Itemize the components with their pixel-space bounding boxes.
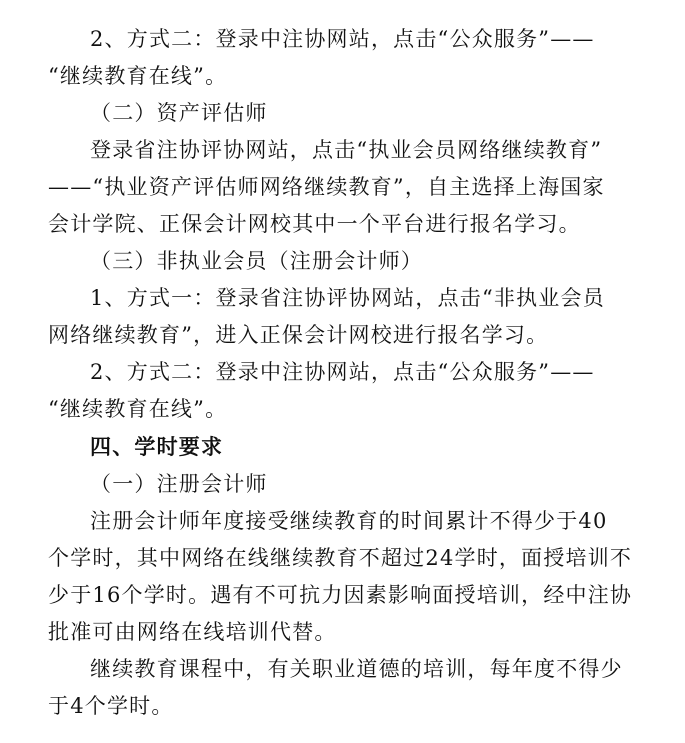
section-heading: （二）资产评估师 bbox=[90, 101, 268, 125]
paragraph-line: 于4个学时。 bbox=[48, 694, 174, 718]
paragraph-line: 继续教育课程中，有关职业道德的培训，每年度不得少 bbox=[90, 657, 623, 681]
paragraph-line: 批准可由网络在线培训代替。 bbox=[48, 620, 337, 644]
paragraph-line: 网络继续教育”，进入正保会计网校进行报名学习。 bbox=[48, 323, 549, 347]
paragraph-line: 登录省注协评协网站，点击“执业会员网络继续教育” bbox=[90, 138, 603, 162]
paragraph-line: 2、方式二：登录中注协网站，点击“公众服务”—— bbox=[90, 360, 595, 384]
paragraph-line: 注册会计师年度接受继续教育的时间累计不得少于40 bbox=[90, 509, 608, 533]
paragraph-line: 1、方式一：登录省注协评协网站，点击“非执业会员 bbox=[90, 286, 605, 310]
paragraph-line: “继续教育在线”。 bbox=[48, 64, 228, 88]
section-heading: （三）非执业会员（注册会计师） bbox=[90, 249, 423, 273]
section-heading: （一）注册会计师 bbox=[90, 472, 268, 496]
paragraph-line: 少于16个学时。遇有不可抗力因素影响面授培训，经中注协 bbox=[48, 583, 633, 607]
paragraph-line: “继续教育在线”。 bbox=[48, 397, 228, 421]
paragraph-line: 2、方式二：登录中注协网站，点击“公众服务”—— bbox=[90, 27, 595, 51]
paragraph-line: 个学时，其中网络在线继续教育不超过24学时，面授培训不 bbox=[48, 546, 633, 570]
paragraph-line: 会计学院、正保会计网校其中一个平台进行报名学习。 bbox=[48, 212, 581, 236]
chapter-heading: 四、学时要求 bbox=[90, 434, 224, 459]
paragraph-line: ——“执业资产评估师网络继续教育”，自主选择上海国家 bbox=[48, 175, 605, 199]
